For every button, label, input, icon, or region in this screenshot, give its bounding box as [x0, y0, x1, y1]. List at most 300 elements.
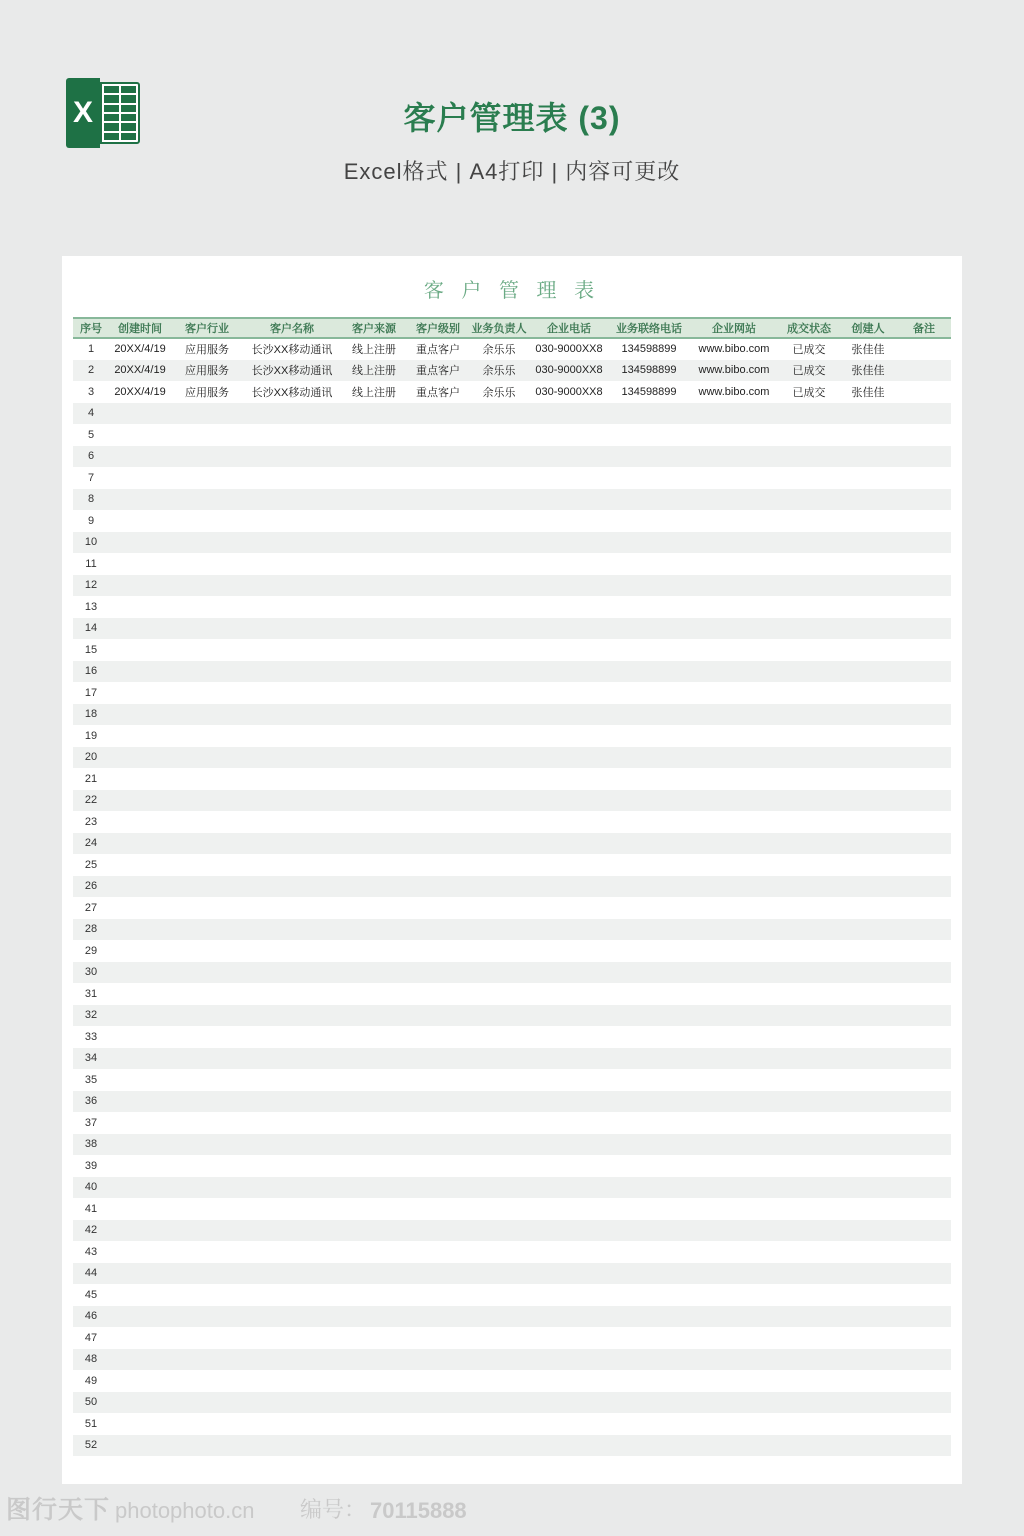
table-cell[interactable] [171, 983, 243, 1005]
table-cell[interactable] [243, 919, 341, 941]
table-cell[interactable] [407, 489, 469, 511]
table-cell[interactable] [897, 1284, 951, 1306]
table-cell[interactable] [689, 919, 779, 941]
table-cell[interactable] [243, 811, 341, 833]
table-cell[interactable] [529, 1112, 609, 1134]
row-index-cell[interactable]: 16 [73, 661, 109, 683]
table-cell[interactable] [109, 1005, 171, 1027]
table-cell[interactable] [469, 510, 529, 532]
table-cell[interactable] [469, 1155, 529, 1177]
row-index-cell[interactable]: 21 [73, 768, 109, 790]
table-cell[interactable] [171, 1392, 243, 1414]
table-row[interactable] [73, 1220, 951, 1242]
table-cell[interactable]: 20XX/4/19 [109, 381, 171, 403]
table-cell[interactable] [529, 1370, 609, 1392]
table-cell[interactable] [779, 790, 839, 812]
table-cell[interactable] [243, 1241, 341, 1263]
table-cell[interactable]: 已成交 [779, 360, 839, 382]
table-cell[interactable] [469, 1048, 529, 1070]
table-cell[interactable] [109, 618, 171, 640]
table-cell[interactable] [171, 1241, 243, 1263]
row-index-cell[interactable]: 9 [73, 510, 109, 532]
table-cell[interactable] [779, 1241, 839, 1263]
table-row[interactable] [73, 1005, 951, 1027]
table-cell[interactable] [407, 639, 469, 661]
table-cell[interactable] [529, 854, 609, 876]
table-row[interactable] [73, 661, 951, 683]
table-cell[interactable] [407, 1048, 469, 1070]
table-cell[interactable] [171, 575, 243, 597]
table-row[interactable] [73, 1435, 951, 1457]
table-cell[interactable] [243, 1048, 341, 1070]
table-cell[interactable] [341, 403, 407, 425]
table-cell[interactable] [469, 1370, 529, 1392]
table-cell[interactable] [109, 1220, 171, 1242]
row-index-cell[interactable]: 13 [73, 596, 109, 618]
table-cell[interactable] [407, 1392, 469, 1414]
table-cell[interactable] [407, 661, 469, 683]
table-cell[interactable] [779, 876, 839, 898]
table-cell[interactable] [779, 1220, 839, 1242]
table-cell[interactable] [109, 1241, 171, 1263]
table-cell[interactable] [839, 1220, 897, 1242]
table-cell[interactable] [897, 575, 951, 597]
table-cell[interactable] [407, 1220, 469, 1242]
table-cell[interactable] [469, 704, 529, 726]
table-cell[interactable] [469, 639, 529, 661]
table-cell[interactable] [469, 1112, 529, 1134]
table-cell[interactable] [243, 639, 341, 661]
table-cell[interactable] [171, 661, 243, 683]
table-cell[interactable] [779, 1005, 839, 1027]
table-cell[interactable] [407, 1091, 469, 1113]
table-cell[interactable] [341, 876, 407, 898]
table-cell[interactable] [469, 790, 529, 812]
table-cell[interactable] [109, 811, 171, 833]
table-cell[interactable] [689, 704, 779, 726]
table-cell[interactable] [109, 1263, 171, 1285]
table-cell[interactable] [839, 575, 897, 597]
table-cell[interactable] [341, 940, 407, 962]
row-index-cell[interactable]: 3 [73, 381, 109, 403]
table-cell[interactable]: 长沙XX移动通讯 [243, 381, 341, 403]
table-cell[interactable] [469, 1220, 529, 1242]
table-cell[interactable] [839, 618, 897, 640]
table-cell[interactable] [469, 403, 529, 425]
table-cell[interactable] [171, 1306, 243, 1328]
table-row[interactable] [73, 1392, 951, 1414]
table-cell[interactable] [341, 811, 407, 833]
table-cell[interactable] [897, 639, 951, 661]
table-cell[interactable] [897, 811, 951, 833]
table-cell[interactable] [779, 1091, 839, 1113]
table-cell[interactable] [839, 1370, 897, 1392]
table-cell[interactable] [109, 596, 171, 618]
table-row[interactable] [73, 919, 951, 941]
table-cell[interactable] [609, 919, 689, 941]
table-cell[interactable] [897, 618, 951, 640]
table-cell[interactable] [171, 1198, 243, 1220]
table-cell[interactable] [407, 1155, 469, 1177]
table-cell[interactable] [779, 1069, 839, 1091]
table-cell[interactable]: 134598899 [609, 360, 689, 382]
row-index-cell[interactable]: 36 [73, 1091, 109, 1113]
table-cell[interactable] [839, 403, 897, 425]
table-cell[interactable] [243, 1263, 341, 1285]
table-row[interactable] [73, 446, 951, 468]
row-index-cell[interactable]: 46 [73, 1306, 109, 1328]
table-row[interactable] [73, 1112, 951, 1134]
table-cell[interactable] [779, 424, 839, 446]
table-cell[interactable] [609, 747, 689, 769]
row-index-cell[interactable]: 48 [73, 1349, 109, 1371]
table-cell[interactable] [839, 1155, 897, 1177]
table-cell[interactable] [469, 1284, 529, 1306]
table-cell[interactable] [407, 575, 469, 597]
table-cell[interactable]: 030-9000XX8 [529, 338, 609, 360]
table-cell[interactable] [689, 983, 779, 1005]
table-cell[interactable] [243, 983, 341, 1005]
table-cell[interactable] [779, 596, 839, 618]
table-cell[interactable] [529, 1134, 609, 1156]
table-cell[interactable] [839, 1392, 897, 1414]
table-cell[interactable] [341, 489, 407, 511]
table-cell[interactable] [839, 424, 897, 446]
table-cell[interactable] [341, 1134, 407, 1156]
table-cell[interactable] [469, 1091, 529, 1113]
table-cell[interactable] [689, 1155, 779, 1177]
table-cell[interactable] [469, 682, 529, 704]
table-cell[interactable] [689, 403, 779, 425]
table-cell[interactable] [171, 1155, 243, 1177]
table-cell[interactable] [407, 403, 469, 425]
table-cell[interactable] [779, 833, 839, 855]
table-cell[interactable] [109, 1112, 171, 1134]
table-cell[interactable] [609, 833, 689, 855]
table-row[interactable] [73, 381, 951, 403]
table-cell[interactable] [407, 704, 469, 726]
table-cell[interactable] [171, 446, 243, 468]
table-cell[interactable] [341, 575, 407, 597]
table-cell[interactable] [407, 1435, 469, 1457]
table-cell[interactable] [407, 682, 469, 704]
table-cell[interactable] [171, 1134, 243, 1156]
table-cell[interactable] [407, 876, 469, 898]
table-cell[interactable]: 线上注册 [341, 360, 407, 382]
table-cell[interactable] [897, 403, 951, 425]
table-cell[interactable] [897, 940, 951, 962]
row-index-cell[interactable]: 14 [73, 618, 109, 640]
table-cell[interactable] [341, 1241, 407, 1263]
table-cell[interactable] [897, 510, 951, 532]
table-cell[interactable] [341, 1026, 407, 1048]
table-cell[interactable] [779, 618, 839, 640]
table-cell[interactable] [109, 1413, 171, 1435]
table-cell[interactable] [609, 1413, 689, 1435]
table-row[interactable] [73, 467, 951, 489]
table-cell[interactable] [779, 1370, 839, 1392]
table-cell[interactable] [407, 618, 469, 640]
table-cell[interactable] [341, 854, 407, 876]
table-cell[interactable] [341, 532, 407, 554]
table-cell[interactable] [689, 661, 779, 683]
table-cell[interactable] [689, 532, 779, 554]
table-cell[interactable] [779, 532, 839, 554]
table-cell[interactable] [171, 424, 243, 446]
table-cell[interactable] [529, 983, 609, 1005]
table-cell[interactable] [897, 1005, 951, 1027]
table-cell[interactable] [171, 790, 243, 812]
row-index-cell[interactable]: 8 [73, 489, 109, 511]
table-cell[interactable] [171, 725, 243, 747]
table-row[interactable] [73, 1155, 951, 1177]
table-cell[interactable] [341, 704, 407, 726]
table-cell[interactable] [341, 1069, 407, 1091]
table-cell[interactable] [897, 1198, 951, 1220]
table-cell[interactable] [171, 1220, 243, 1242]
table-row[interactable] [73, 1306, 951, 1328]
table-cell[interactable] [109, 1370, 171, 1392]
table-cell[interactable] [529, 1413, 609, 1435]
table-row[interactable] [73, 360, 951, 382]
table-cell[interactable] [609, 618, 689, 640]
table-cell[interactable] [109, 1392, 171, 1414]
table-cell[interactable] [407, 833, 469, 855]
table-cell[interactable]: www.bibo.com [689, 360, 779, 382]
table-cell[interactable] [469, 532, 529, 554]
table-cell[interactable] [839, 940, 897, 962]
table-cell[interactable] [469, 1069, 529, 1091]
table-cell[interactable] [609, 532, 689, 554]
table-cell[interactable] [689, 467, 779, 489]
table-cell[interactable] [171, 811, 243, 833]
table-cell[interactable] [529, 1241, 609, 1263]
row-index-cell[interactable]: 45 [73, 1284, 109, 1306]
table-cell[interactable] [609, 1284, 689, 1306]
table-cell[interactable] [407, 1284, 469, 1306]
table-cell[interactable] [109, 854, 171, 876]
table-cell[interactable] [779, 768, 839, 790]
table-cell[interactable] [839, 1134, 897, 1156]
table-cell[interactable] [469, 424, 529, 446]
table-cell[interactable] [171, 1327, 243, 1349]
table-cell[interactable] [407, 919, 469, 941]
table-cell[interactable] [171, 940, 243, 962]
table-cell[interactable] [243, 1413, 341, 1435]
table-cell[interactable] [779, 661, 839, 683]
table-cell[interactable] [897, 489, 951, 511]
table-cell[interactable] [529, 1048, 609, 1070]
row-index-cell[interactable]: 11 [73, 553, 109, 575]
table-cell[interactable] [839, 1284, 897, 1306]
table-cell[interactable] [171, 1370, 243, 1392]
table-cell[interactable] [689, 575, 779, 597]
table-cell[interactable] [779, 725, 839, 747]
table-cell[interactable] [109, 1048, 171, 1070]
table-cell[interactable] [839, 1048, 897, 1070]
table-cell[interactable] [839, 661, 897, 683]
table-cell[interactable] [779, 747, 839, 769]
table-cell[interactable] [689, 1435, 779, 1457]
row-index-cell[interactable]: 44 [73, 1263, 109, 1285]
table-cell[interactable] [469, 897, 529, 919]
row-index-cell[interactable]: 35 [73, 1069, 109, 1091]
row-index-cell[interactable]: 6 [73, 446, 109, 468]
table-cell[interactable] [529, 811, 609, 833]
row-index-cell[interactable]: 2 [73, 360, 109, 382]
row-index-cell[interactable]: 47 [73, 1327, 109, 1349]
table-cell[interactable] [897, 661, 951, 683]
table-cell[interactable] [689, 596, 779, 618]
table-cell[interactable] [529, 1306, 609, 1328]
table-cell[interactable] [341, 1435, 407, 1457]
table-cell[interactable]: 134598899 [609, 338, 689, 360]
table-cell[interactable] [839, 1241, 897, 1263]
row-index-cell[interactable]: 15 [73, 639, 109, 661]
table-cell[interactable] [897, 1241, 951, 1263]
table-row[interactable] [73, 854, 951, 876]
table-cell[interactable] [779, 704, 839, 726]
table-cell[interactable] [341, 424, 407, 446]
table-cell[interactable] [341, 553, 407, 575]
table-cell[interactable] [469, 1327, 529, 1349]
table-cell[interactable] [529, 704, 609, 726]
table-cell[interactable]: 应用服务 [171, 338, 243, 360]
table-row[interactable] [73, 1413, 951, 1435]
row-index-cell[interactable]: 34 [73, 1048, 109, 1070]
table-cell[interactable] [839, 1435, 897, 1457]
table-cell[interactable] [243, 1134, 341, 1156]
table-row[interactable] [73, 1198, 951, 1220]
table-cell[interactable] [897, 1112, 951, 1134]
table-cell[interactable] [609, 1091, 689, 1113]
table-cell[interactable] [469, 1134, 529, 1156]
table-cell[interactable] [839, 1026, 897, 1048]
table-row[interactable] [73, 940, 951, 962]
table-cell[interactable] [839, 919, 897, 941]
table-cell[interactable] [469, 1005, 529, 1027]
table-cell[interactable] [407, 446, 469, 468]
table-row[interactable] [73, 510, 951, 532]
table-cell[interactable] [407, 1134, 469, 1156]
row-index-cell[interactable]: 27 [73, 897, 109, 919]
table-cell[interactable]: 030-9000XX8 [529, 360, 609, 382]
table-cell[interactable] [109, 983, 171, 1005]
table-cell[interactable] [897, 338, 951, 360]
row-index-cell[interactable]: 38 [73, 1134, 109, 1156]
table-cell[interactable] [609, 1177, 689, 1199]
table-cell[interactable] [609, 811, 689, 833]
table-cell[interactable] [243, 1306, 341, 1328]
table-cell[interactable] [689, 1306, 779, 1328]
table-cell[interactable] [109, 940, 171, 962]
table-cell[interactable]: 20XX/4/19 [109, 338, 171, 360]
table-cell[interactable] [407, 1026, 469, 1048]
table-cell[interactable] [171, 1413, 243, 1435]
table-cell[interactable] [897, 1134, 951, 1156]
table-cell[interactable] [469, 596, 529, 618]
table-cell[interactable] [897, 1177, 951, 1199]
table-cell[interactable] [839, 532, 897, 554]
table-cell[interactable] [469, 1241, 529, 1263]
table-cell[interactable] [609, 446, 689, 468]
table-cell[interactable] [839, 811, 897, 833]
table-cell[interactable] [779, 639, 839, 661]
table-cell[interactable] [243, 1327, 341, 1349]
table-cell[interactable] [109, 532, 171, 554]
table-cell[interactable] [609, 403, 689, 425]
table-cell[interactable] [609, 1112, 689, 1134]
table-cell[interactable]: 已成交 [779, 381, 839, 403]
table-cell[interactable] [689, 897, 779, 919]
table-row[interactable] [73, 725, 951, 747]
table-cell[interactable] [529, 1069, 609, 1091]
table-cell[interactable] [609, 854, 689, 876]
table-cell[interactable] [689, 854, 779, 876]
table-row[interactable] [73, 1048, 951, 1070]
table-cell[interactable] [609, 725, 689, 747]
table-cell[interactable] [529, 575, 609, 597]
row-index-cell[interactable]: 7 [73, 467, 109, 489]
table-cell[interactable] [529, 424, 609, 446]
table-cell[interactable] [839, 876, 897, 898]
table-cell[interactable] [897, 897, 951, 919]
table-cell[interactable] [609, 1306, 689, 1328]
table-cell[interactable] [897, 1327, 951, 1349]
table-cell[interactable] [469, 1026, 529, 1048]
table-row[interactable] [73, 1284, 951, 1306]
table-cell[interactable] [779, 553, 839, 575]
table-cell[interactable] [171, 618, 243, 640]
table-cell[interactable] [529, 768, 609, 790]
table-cell[interactable] [839, 467, 897, 489]
table-cell[interactable] [243, 532, 341, 554]
table-cell[interactable] [689, 1263, 779, 1285]
table-cell[interactable] [407, 1327, 469, 1349]
table-cell[interactable] [897, 876, 951, 898]
table-cell[interactable] [171, 510, 243, 532]
table-cell[interactable] [779, 962, 839, 984]
table-cell[interactable] [109, 403, 171, 425]
table-cell[interactable] [469, 854, 529, 876]
table-cell[interactable] [243, 1026, 341, 1048]
table-cell[interactable] [109, 1026, 171, 1048]
table-cell[interactable] [341, 510, 407, 532]
row-index-cell[interactable]: 26 [73, 876, 109, 898]
row-index-cell[interactable]: 19 [73, 725, 109, 747]
table-cell[interactable] [689, 790, 779, 812]
table-cell[interactable] [689, 1005, 779, 1027]
table-cell[interactable] [407, 811, 469, 833]
table-cell[interactable]: 张佳佳 [839, 381, 897, 403]
table-cell[interactable] [689, 833, 779, 855]
table-cell[interactable] [341, 1263, 407, 1285]
table-cell[interactable] [407, 1177, 469, 1199]
table-cell[interactable] [529, 919, 609, 941]
table-cell[interactable] [839, 1069, 897, 1091]
table-cell[interactable] [171, 962, 243, 984]
table-cell[interactable] [897, 553, 951, 575]
table-cell[interactable]: 线上注册 [341, 381, 407, 403]
table-cell[interactable] [341, 596, 407, 618]
table-cell[interactable] [897, 1392, 951, 1414]
table-cell[interactable]: 线上注册 [341, 338, 407, 360]
table-cell[interactable] [839, 1327, 897, 1349]
table-cell[interactable] [609, 1263, 689, 1285]
table-cell[interactable] [469, 833, 529, 855]
table-cell[interactable] [109, 1306, 171, 1328]
table-cell[interactable] [469, 446, 529, 468]
